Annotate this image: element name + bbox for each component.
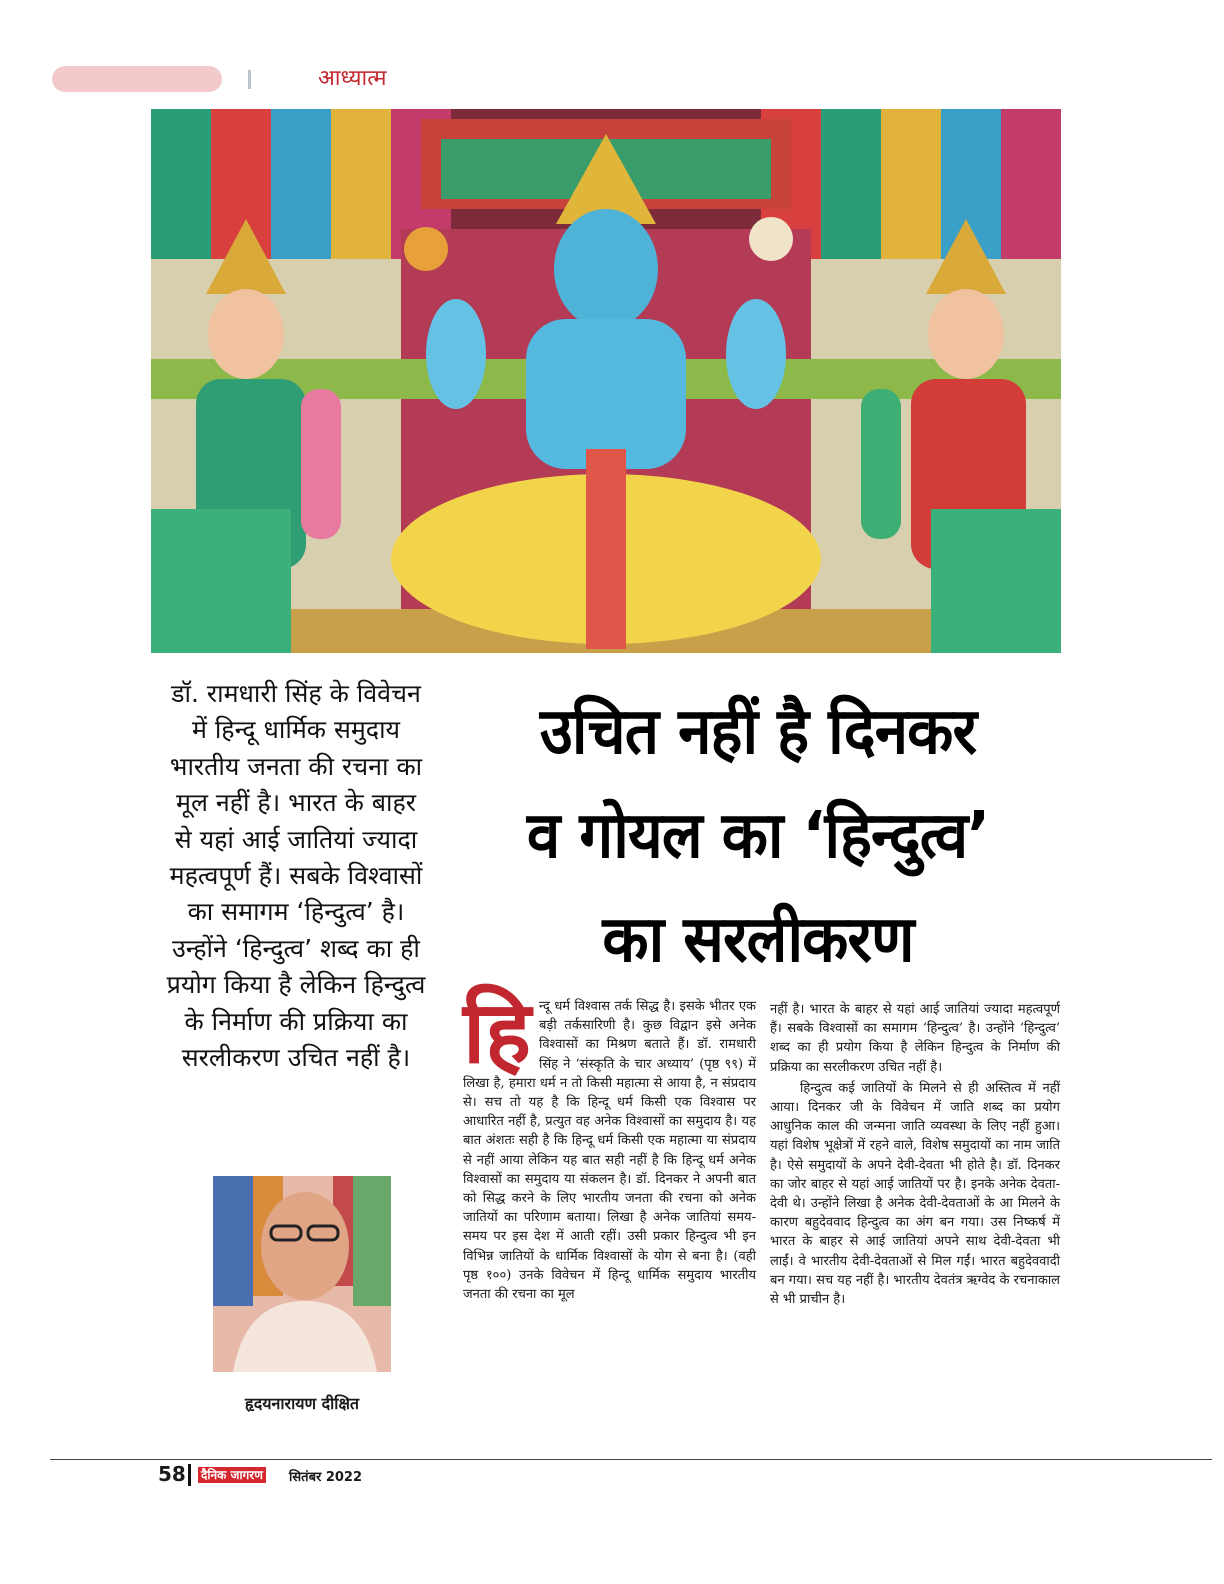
issue-date: सितंबर 2022 <box>289 1470 363 1485</box>
publication-logo: दैनिक जागरण <box>198 1467 266 1483</box>
author-name: हृदयनारायण दीक्षित <box>244 1394 360 1413</box>
temple-deity-sculpture-image <box>151 109 1061 653</box>
section-label: आध्यात्म <box>318 66 387 91</box>
author-portrait-photo <box>213 1176 391 1372</box>
article-paragraph: नहीं है। भारत के बाहर से यहां आई जातियां ज्यादा महत्वपूर्ण हैं। सबके विश्वासों का समागम ‘हिन्दुत्व’ है। उन्होंने ‘हिन्दुत्व’ शब्द का ही प्रयोग किया है लेकिन हिन्दुत्व के निर्माण की प्रक्रिया का सरलीकरण उचित नहीं है। <box>770 1002 1060 1075</box>
footer-divider <box>188 1464 191 1486</box>
article-column-1 <box>463 983 756 1447</box>
footer-rule <box>50 1459 1212 1460</box>
article-headline <box>470 680 1045 992</box>
hero-image <box>151 109 1061 653</box>
article-paragraph: हिन्दुत्व कई जातियों के मिलने से ही अस्तित्व में नहीं आया। दिनकर जी के विवेचन में जाति शब्द का प्रयोग आधुनिक काल की जन्मना जाति व्यवस्था के लिए नहीं हुआ। यहां विशेष भूक्षेत्रों में रहने वाले, विशेष समुदायों का नाम जाति है। ऐसे समुदायों के अपने देवी-देवता भी होते है। डॉ. दिनकर का जोर बाहर से यहां आई जातियों पर है। इनके अनेक देवता-देवी थे। उन्होंने लिखा है अनेक देवी-देवताओं के आ मिलने के कारण बहुदेववाद हिन्दुत्व का अंग बन गया। उस निष्कर्ष में भारत के बाहर से आई जातियां अपने साथ देवी-देवता भी लाईं। वे भारतीय देवी-देवताओं से मिल गईं। भारत बहुदेववादी बन गया। सच यह नहीं है। भारतीय देवतंत्र ऋग्वेद के रचनाकाल से भी प्राचीन है। <box>770 1080 1060 1308</box>
header-divider <box>248 70 251 89</box>
headline-line-1: उचित नहीं है दिनकर <box>539 695 977 769</box>
article-paragraph: न्दू धर्म विश्वास तर्क सिद्ध है। इसके भीतर एक बड़ी तर्कसारिणी है। कुछ विद्वान इसे अनेक विश्वासों का मिश्रण बताते हैं। डॉ. रामधारी सिंह ने ‘संस्कृति के चार अध्याय’ (पृष्ठ ९९) में लिखा है, हमारा धर्म न तो किसी महात्मा से आया है, न संप्रदाय से। सच तो यह है कि हिन्दू धर्म किसी एक विश्वास पर आधारित नहीं है, प्रत्युत वह अनेक विश्वासों का समुदाय है। यह बात अंशतः सही है कि हिन्दू धर्म किसी एक महात्मा या संप्रदाय से नहीं आया लेकिन यह बात सही नहीं है कि हिन्दू धर्म अनेक विश्वासों का समुदाय या संकलन है। डॉ. दिनकर ने अपनी बात को सिद्ध करने के लिए भारतीय जनता की रचना को अनेक जातियों का परिणाम बताया। लिखा है अनेक जातियां समय-समय पर इस देश में आती रहीं। उसी प्रकार हिन्दुत्व भी इन विभिन्न जातियों के धार्मिक विश्वासों के योग से बना है। (वही पृष्ठ १००) उनके विवेचन में हिन्दू धार्मिक समुदाय भारतीय जनता की रचना का मूल <box>463 999 756 1303</box>
drop-cap: हि <box>463 983 531 1083</box>
page-number: 58 <box>158 1462 186 1486</box>
header-pill <box>52 66 222 92</box>
article-column-2 <box>770 1000 1060 1450</box>
headline-line-3: का सरलीकरण <box>602 903 914 977</box>
pull-quote: डॉ. रामधारी सिंह के विवेचन में हिन्दू धार्मिक समुदाय भारतीय जनता की रचना का मूल नहीं है। भारत के बाहर से यहां आई जातियां ज्यादा महत्वपूर्ण हैं। सबके विश्वासों का समागम ‘हिन्दुत्व’ है। उन्होंने ‘हिन्दुत्व’ शब्द का ही प्रयोग किया है लेकिन हिन्दुत्व के निर्माण की प्रक्रिया का सरलीकरण उचित नहीं है। <box>166 679 426 1073</box>
author-photo <box>213 1176 391 1372</box>
headline-line-2: व गोयल का ‘हिन्दुत्व’ <box>526 799 990 873</box>
